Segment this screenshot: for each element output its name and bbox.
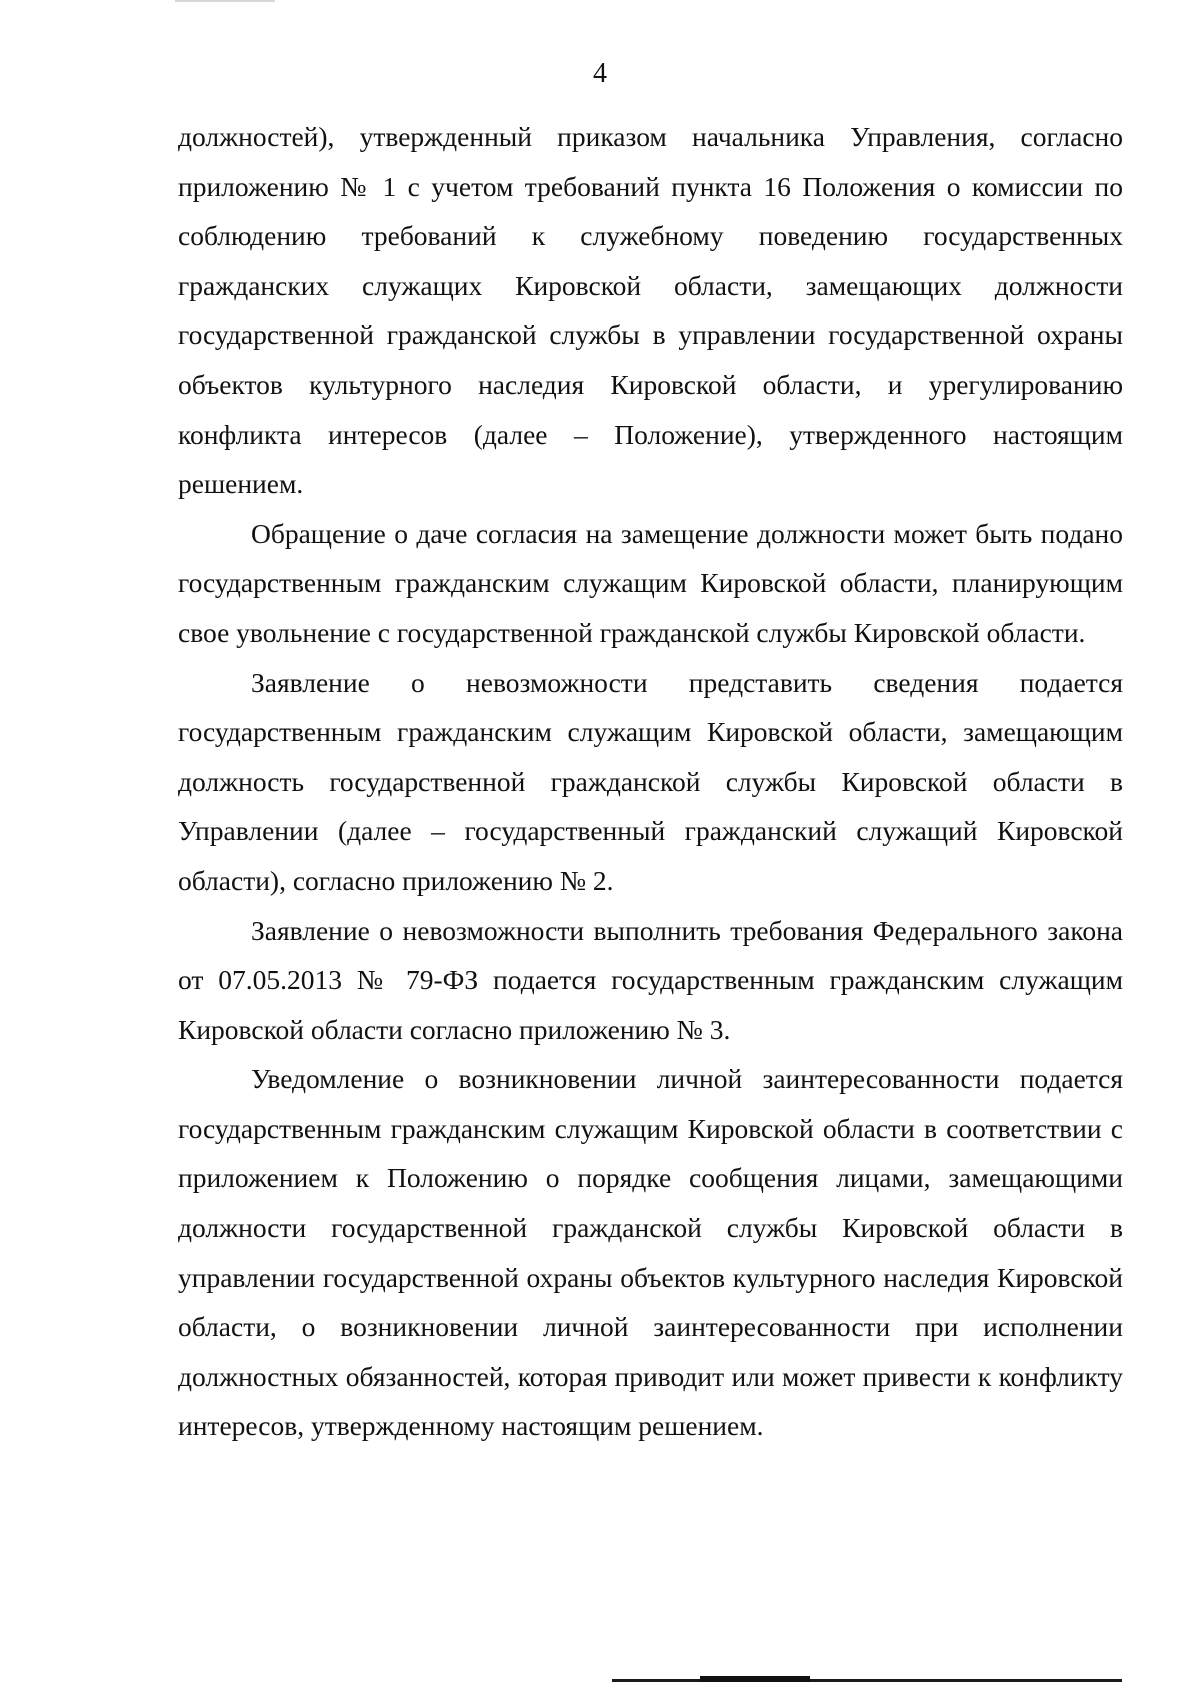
page-number: 4: [593, 58, 607, 89]
paragraph-notice-interest: Уведомление о возникновении личной заинтересованности подается государственным гражданским служащим Кировской области в соответствии с приложением к Положению о порядке сообщения лицами, замещающими должности государственной гражданской службы Кировской области в управлении государственной охраны объектов культурного наследия Кировской области, о возникновении личной заинтересованности при исполнении должностных обязанностей, которая приводит или может привести к конфликту интересов, утвержденному настоящим решением.: [178, 1063, 1123, 1442]
paragraph-continuation: должностей), утвержденный приказом начальника Управления, согласно приложению № 1 с учетом требований пункта 16 Положения о комиссии по соблюдению требований к служебному поведению государственных гражданских служащих Кировской области, замещающих должности государственной гражданской службы в управлении государственной охраны объектов культурного наследия Кировской области, и урегулированию конфликта интересов (далее – Положение), утвержденного настоящим решением.: [178, 121, 1123, 500]
scan-edge-mark-bottom: [612, 1679, 1122, 1682]
scan-edge-mark: [175, 0, 275, 2]
document-body: [178, 112, 1123, 1451]
scan-edge-mark-bottom-thick: [700, 1676, 810, 1682]
paragraph-appeal: Обращение о даче согласия на замещение должности может быть подано государственным гражданским служащим Кировской области, планирующим свое увольнение с государственной гражданской службы Кировской области.: [178, 517, 1123, 648]
paragraph-statement-info: Заявление о невозможности представить сведения подается государственным гражданским служащим Кировской области, замещающим должность государственной гражданской службы Кировской области в Управлении (далее – государственный гражданский служащий Кировской области), согласно приложению № 2.: [178, 666, 1123, 896]
paragraph-statement-law: Заявление о невозможности выполнить требования Федерального закона от 07.05.2013 № 79-ФЗ подается государственным гражданским служащим Кировской области согласно приложению № 3.: [178, 914, 1123, 1045]
